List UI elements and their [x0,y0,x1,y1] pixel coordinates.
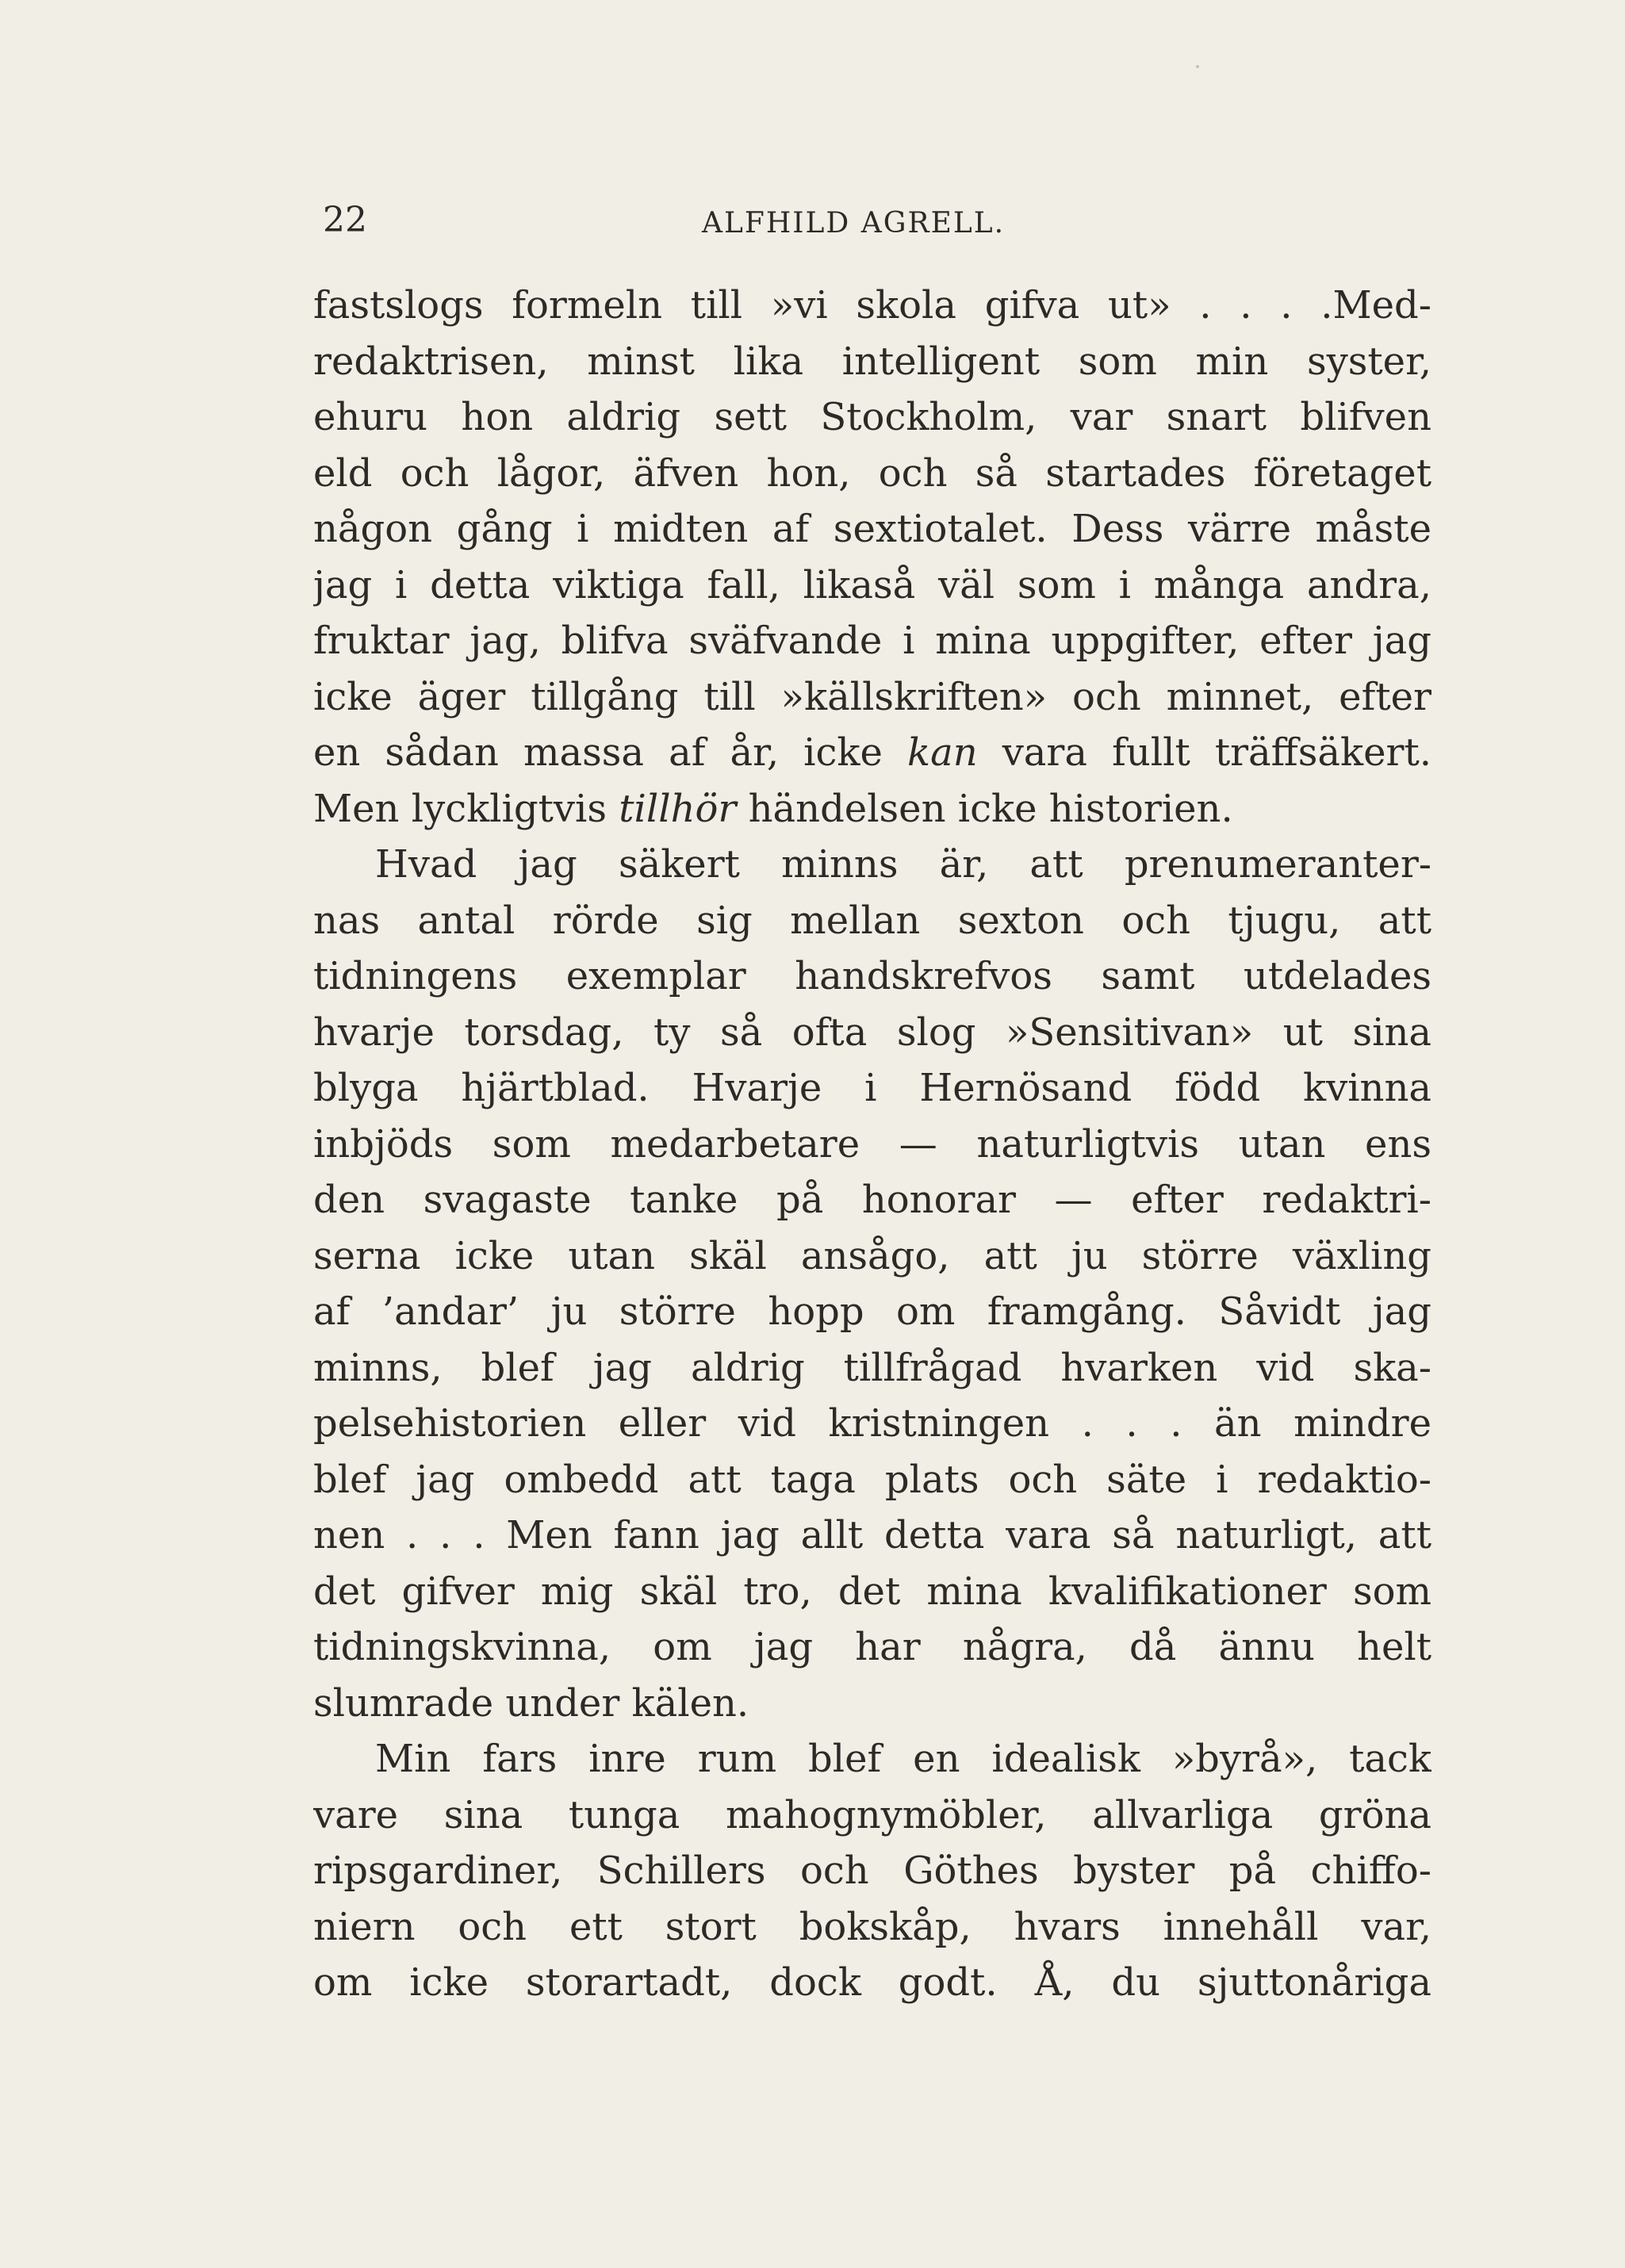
paragraph-first-line: Min fars inre rum blef en idealisk »byrå», tack [375,1737,1431,1781]
text-line: pelsehistorien eller vid kristningen . . . än mindre [313,1401,1431,1446]
text-line: serna icke utan skäl ansågo, att ju större växling [313,1233,1431,1278]
text-line: ehuru hon aldrig sett Stockholm, var snart blifven [313,395,1431,439]
text-line: tidningens exemplar handskrefvos samt utdelades [313,954,1431,998]
text-line: blyga hjärtblad. Hvarje i Hernösand född kvinna [313,1066,1431,1110]
text-line: tidningskvinna, om jag har några, då ännu helt [313,1625,1431,1669]
running-head: ALFHILD AGRELL. [702,207,1006,239]
text-line: någon gång i midten af sextiotalet. Dess värre måste [313,507,1431,551]
text-line: fruktar jag, blifva sväfvande i mina uppgifter, efter jag [313,619,1431,663]
text-line: af ’andar’ ju större hopp om framgång. Såvidt jag [313,1289,1431,1334]
page-number: 22 [323,200,367,240]
text-line: nen . . . Men fann jag allt detta vara så naturligt, att [313,1513,1431,1557]
text-line: vare sina tunga mahognymöbler, allvarliga gröna [313,1792,1431,1837]
text-line: nas antal rörde sig mellan sexton och tjugu, att [313,898,1431,943]
text-line: niern och ett stort bokskåp, hvars innehåll var, [313,1904,1431,1949]
text-line: minns, blef jag aldrig tillfrågad hvarken vid ska- [313,1345,1431,1390]
text-line: eld och lågor, äfven hon, och så startades företaget [313,450,1431,496]
text-line: jag i detta viktiga fall, likaså väl som i många andra, [313,562,1431,607]
text-line: om icke storartadt, dock godt. Å, du sjuttonåriga [313,1960,1431,2005]
text-line: fastslogs formeln till »vi skola gifva ut» . . . .Med- [313,283,1431,328]
text-line: inbjöds som medarbetare — naturligtvis utan ens [313,1121,1431,1167]
text-line: redaktrisen, minst lika intelligent som min syster, [313,339,1431,384]
text-line: den svagaste tanke på honorar — efter redaktri- [313,1178,1431,1222]
text-line: det gifver mig skäl tro, det mina kvalifikationer som [313,1569,1431,1614]
italic-emphasis: kan [906,730,978,775]
text-line: en sådan massa af år, icke kan vara fullt träffsäkert. [313,730,1431,775]
paragraph-last-line: slumrade under kälen. [313,1680,749,1726]
text-line: ripsgardiner, Schillers och Göthes byster på chiffo- [313,1848,1431,1893]
body-text [313,278,1431,2011]
paragraph-first-line: Hvad jag säkert minns är, att prenumeranter- [375,842,1431,887]
italic-emphasis: tillhör [619,786,737,831]
text-line: icke äger tillgång till »källskriften» och minnet, efter [313,674,1431,719]
text-line: hvarje torsdag, ty så ofta slog »Sensitivan» ut sina [313,1009,1431,1055]
page-header [313,197,1431,244]
text-line: blef jag ombedd att taga plats och säte i redaktio- [313,1457,1431,1502]
paragraph-last-line: Men lyckligtvis tillhör händelsen icke historien. [313,786,1233,831]
paper-speck [1196,65,1199,68]
